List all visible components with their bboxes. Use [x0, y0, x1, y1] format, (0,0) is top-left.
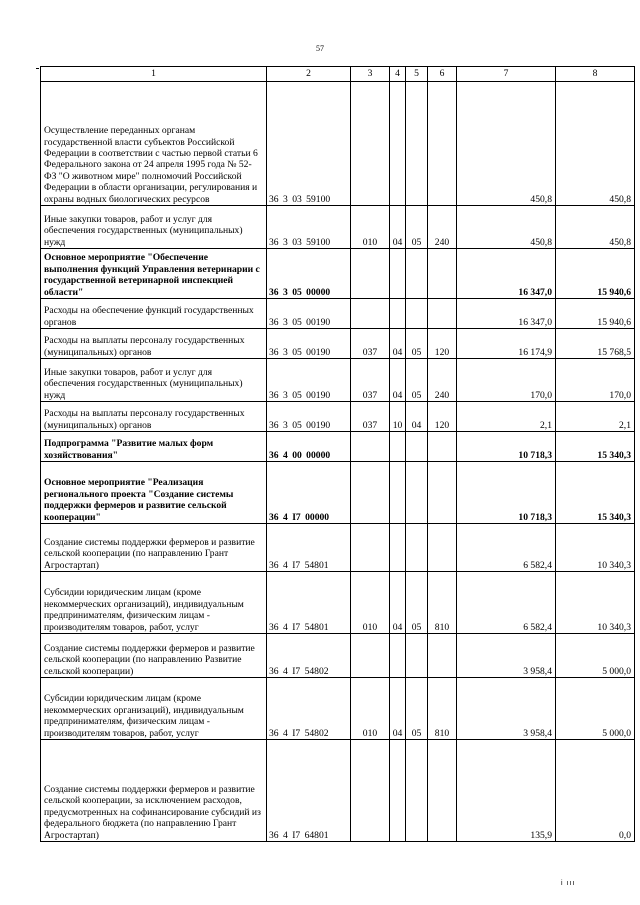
row-value-col7: 450,8 [457, 82, 556, 206]
row-col3-cell [351, 249, 390, 299]
row-col3-cell: 037 [351, 402, 390, 432]
row-name-cell: Иные закупки товаров, работ и услуг для обеспечения государственных (муниципальных) нужд [41, 359, 267, 402]
row-col6-cell: 240 [428, 359, 457, 402]
row-value-col7: 10 718,3 [457, 432, 556, 462]
row-code-cell: 36 3 05 00190 [267, 329, 351, 359]
row-col5-cell: 05 [406, 678, 428, 740]
header-cell: 4 [390, 67, 406, 82]
row-col5-cell [406, 740, 428, 842]
row-value-col7: 6 582,4 [457, 524, 556, 572]
table-row [41, 740, 635, 842]
row-value-col7: 6 582,4 [457, 572, 556, 634]
row-col3-cell [351, 524, 390, 572]
footer-mark: i ııı [561, 880, 576, 887]
row-name-cell: Расходы на обеспечение функций государственных органов [41, 299, 267, 329]
row-col3-cell [351, 462, 390, 524]
row-col3-cell [351, 82, 390, 206]
row-name-cell: Создание системы поддержки фермеров и развитие сельской кооперации (по направлению Грант Агростартап) [41, 524, 267, 572]
row-col6-cell [428, 462, 457, 524]
header-cell: 2 [267, 67, 351, 82]
row-col4-cell [390, 524, 406, 572]
row-value-col8: 5 000,0 [556, 678, 635, 740]
row-col6-cell [428, 299, 457, 329]
row-name-cell: Субсидии юридическим лицам (кроме некоммерческих организаций), индивидуальным предпринимателям, физическим лицам - производителям товаров, работ, услуг [41, 572, 267, 634]
row-name-cell: Основное мероприятие "Реализация регионального проекта "Создание системы поддержки фермеров и развитие сельской кооперации" [41, 462, 267, 524]
row-col5-cell: 05 [406, 329, 428, 359]
row-value-col8: 15 940,6 [556, 299, 635, 329]
budget-table [40, 66, 635, 842]
row-name-cell: Осуществление переданных органам государственной власти субъектов Российской Федерации в соответствии с частью первой статьи 6 Федерального закона от 24 апреля 1995 года № 52-ФЗ "О животном мире" полномочий Российской Федерации в области организации, регулирования и охраны водных биологических ресурсов [41, 82, 267, 206]
row-col3-cell: 010 [351, 678, 390, 740]
row-col6-cell [428, 524, 457, 572]
row-value-col8: 5 000,0 [556, 634, 635, 678]
row-value-col8: 2,1 [556, 402, 635, 432]
row-code-cell: 36 4 I7 00000 [267, 462, 351, 524]
row-name-cell: Создание системы поддержки фермеров и развитие сельской кооперации (по направлению Развитие сельской кооперации) [41, 634, 267, 678]
row-value-col7: 10 718,3 [457, 462, 556, 524]
header-cell: 8 [556, 67, 635, 82]
row-col5-cell: 05 [406, 572, 428, 634]
row-col6-cell: 810 [428, 572, 457, 634]
row-col5-cell [406, 82, 428, 206]
row-name-cell: Расходы на выплаты персоналу государственных (муниципальных) органов [41, 402, 267, 432]
row-col3-cell [351, 299, 390, 329]
table-row [41, 82, 635, 206]
row-col3-cell: 037 [351, 359, 390, 402]
row-value-col8: 15 340,3 [556, 462, 635, 524]
table-row [41, 634, 635, 678]
row-code-cell: 36 4 I7 54801 [267, 572, 351, 634]
table-row [41, 524, 635, 572]
row-value-col7: 16 347,0 [457, 249, 556, 299]
row-col4-cell: 04 [390, 572, 406, 634]
row-col4-cell [390, 299, 406, 329]
table-row [41, 329, 635, 359]
table-row [41, 359, 635, 402]
page-number: 57 [316, 44, 324, 53]
row-col5-cell [406, 249, 428, 299]
table-row [41, 206, 635, 249]
row-value-col8: 450,8 [556, 206, 635, 249]
row-code-cell: 36 3 03 59100 [267, 206, 351, 249]
row-col3-cell: 010 [351, 206, 390, 249]
row-col5-cell: 05 [406, 359, 428, 402]
row-value-col8: 10 340,3 [556, 524, 635, 572]
row-value-col8: 10 340,3 [556, 572, 635, 634]
row-name-cell: Подпрограмма "Развитие малых форм хозяйствования" [41, 432, 267, 462]
header-cell: 7 [457, 67, 556, 82]
row-col6-cell [428, 249, 457, 299]
row-col4-cell [390, 82, 406, 206]
row-value-col7: 3 958,4 [457, 634, 556, 678]
row-code-cell: 36 4 I7 54802 [267, 634, 351, 678]
row-value-col7: 16 347,0 [457, 299, 556, 329]
row-code-cell: 36 3 03 59100 [267, 82, 351, 206]
row-col4-cell [390, 740, 406, 842]
table-row [41, 402, 635, 432]
row-col5-cell [406, 299, 428, 329]
row-col4-cell: 04 [390, 329, 406, 359]
row-code-cell: 36 4 I7 54801 [267, 524, 351, 572]
row-code-cell: 36 4 I7 54802 [267, 678, 351, 740]
row-col6-cell [428, 634, 457, 678]
row-name-cell: Создание системы поддержки фермеров и развитие сельской кооперации, за исключением расходов, предусмотренных на софинансирование субсидий из федерального бюджета (по направлению Грант Агростартап) [41, 740, 267, 842]
row-value-col7: 450,8 [457, 206, 556, 249]
row-code-cell: 36 3 05 00190 [267, 359, 351, 402]
row-col4-cell [390, 249, 406, 299]
table-row [41, 299, 635, 329]
row-value-col7: 16 174,9 [457, 329, 556, 359]
row-value-col7: 135,9 [457, 740, 556, 842]
margin-tick [36, 68, 39, 69]
row-name-cell: Основное мероприятие "Обеспечение выполнения функций Управления ветеринарии с государственной ветеринарной инспекцией области" [41, 249, 267, 299]
row-col4-cell: 04 [390, 678, 406, 740]
header-cell: 1 [41, 67, 267, 82]
row-value-col8: 15 340,3 [556, 432, 635, 462]
row-col3-cell [351, 740, 390, 842]
header-row [41, 67, 635, 82]
table-row [41, 572, 635, 634]
row-code-cell: 36 3 05 00000 [267, 249, 351, 299]
row-col6-cell: 810 [428, 678, 457, 740]
row-value-col8: 15 940,6 [556, 249, 635, 299]
row-col3-cell [351, 634, 390, 678]
row-name-cell: Расходы на выплаты персоналу государственных (муниципальных) органов [41, 329, 267, 359]
row-col4-cell [390, 634, 406, 678]
row-col4-cell: 04 [390, 206, 406, 249]
row-col5-cell: 05 [406, 206, 428, 249]
row-col6-cell [428, 740, 457, 842]
row-value-col8: 170,0 [556, 359, 635, 402]
row-col6-cell [428, 82, 457, 206]
table-row [41, 432, 635, 462]
header-cell: 6 [428, 67, 457, 82]
row-code-cell: 36 3 05 00190 [267, 402, 351, 432]
table-row [41, 678, 635, 740]
row-col5-cell: 04 [406, 402, 428, 432]
row-col3-cell: 037 [351, 329, 390, 359]
row-code-cell: 36 4 00 00000 [267, 432, 351, 462]
row-value-col7: 3 958,4 [457, 678, 556, 740]
row-col4-cell [390, 432, 406, 462]
row-col6-cell: 120 [428, 402, 457, 432]
row-col5-cell [406, 524, 428, 572]
header-cell: 3 [351, 67, 390, 82]
row-name-cell: Субсидии юридическим лицам (кроме некоммерческих организаций), индивидуальным предпринимателям, физическим лицам - производителям товаров, работ, услуг [41, 678, 267, 740]
row-col6-cell: 120 [428, 329, 457, 359]
row-code-cell: 36 4 I7 64801 [267, 740, 351, 842]
row-col4-cell: 10 [390, 402, 406, 432]
row-col5-cell [406, 462, 428, 524]
row-col4-cell [390, 462, 406, 524]
row-name-cell: Иные закупки товаров, работ и услуг для обеспечения государственных (муниципальных) нужд [41, 206, 267, 249]
row-value-col8: 0,0 [556, 740, 635, 842]
row-col4-cell: 04 [390, 359, 406, 402]
row-value-col7: 170,0 [457, 359, 556, 402]
table-body [41, 67, 635, 842]
row-col6-cell [428, 432, 457, 462]
header-cell: 5 [406, 67, 428, 82]
row-col5-cell [406, 634, 428, 678]
row-value-col8: 450,8 [556, 82, 635, 206]
row-value-col8: 15 768,5 [556, 329, 635, 359]
table-row [41, 462, 635, 524]
table-row [41, 249, 635, 299]
row-col5-cell [406, 432, 428, 462]
row-col6-cell: 240 [428, 206, 457, 249]
row-code-cell: 36 3 05 00190 [267, 299, 351, 329]
row-col3-cell [351, 432, 390, 462]
row-value-col7: 2,1 [457, 402, 556, 432]
row-col3-cell: 010 [351, 572, 390, 634]
